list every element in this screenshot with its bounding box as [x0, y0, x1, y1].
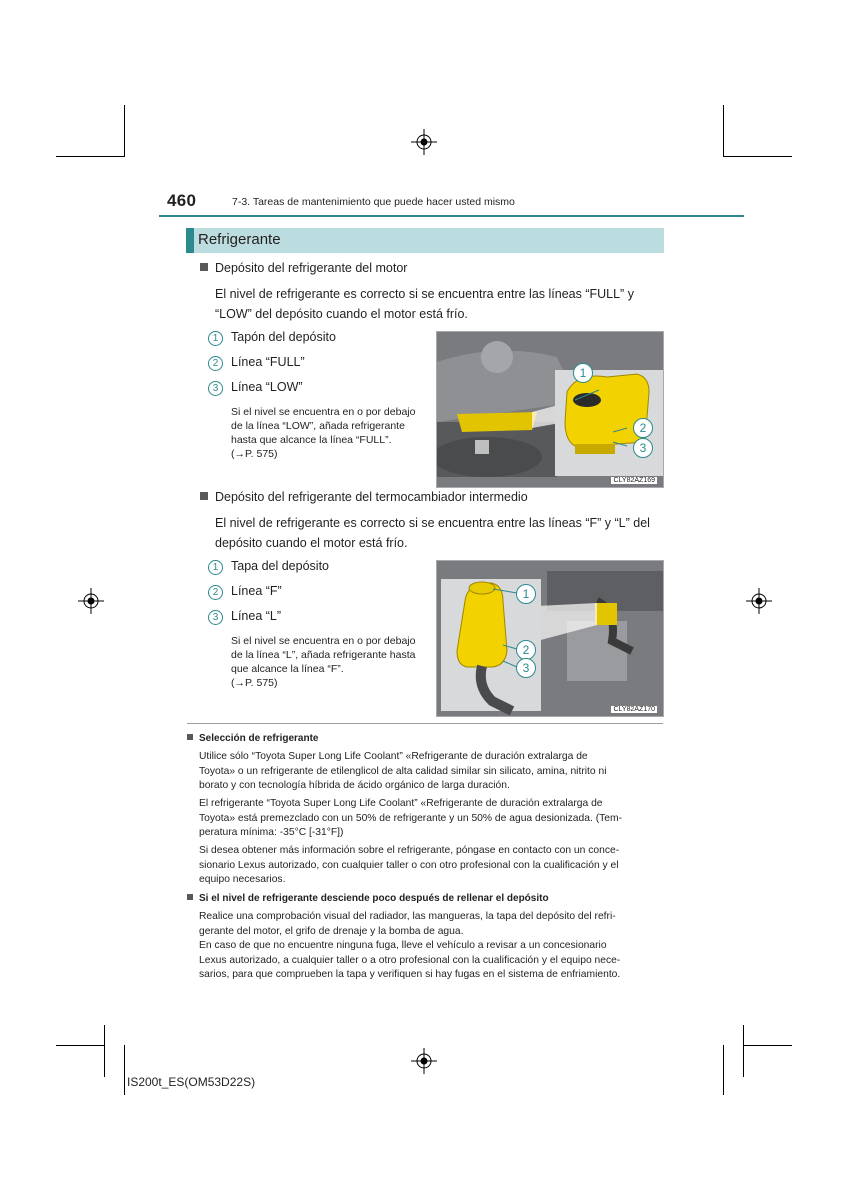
- engine-bay-illustration: [437, 332, 663, 487]
- crop-mark: [723, 1045, 724, 1095]
- callout-number: 2: [208, 356, 223, 371]
- crop-mark: [743, 1045, 792, 1046]
- callout-3: 3: [516, 658, 536, 678]
- registration-mark-icon: [78, 588, 104, 614]
- crop-mark: [723, 105, 724, 157]
- note2-paragraph: Realice una comprobación visual del radiador, las mangueras, la tapa del depósito del refri- gerante del motor, el grifo de drenaje y la bomba de agua. En caso de que no encuentre ninguna fuga, lleve el vehículo a revisar a un concesionario Lexus autorizado, a cualquier taller o a otro profesional con la cualificación y el equipo nece- sarios, para que comprueben la tapa y verifiquen si hay fugas en el sistema de enfriamiento.: [199, 911, 621, 980]
- engine-bay-illustration: [437, 561, 663, 716]
- block2-heading: Depósito del refrigerante del termocambiador intermedio: [200, 490, 528, 504]
- header-divider: [159, 215, 744, 217]
- page-number: 460: [167, 191, 197, 210]
- callout-2: 2: [516, 640, 536, 660]
- list-item: 3 Línea “L”: [208, 609, 281, 625]
- registration-mark-icon: [411, 1048, 437, 1074]
- note2-heading: Si el nivel de refrigerante desciende poco después de rellenar el depósito: [187, 893, 549, 904]
- block1-heading: Depósito del refrigerante del motor: [200, 261, 407, 275]
- intercooler-coolant-reservoir-image: [436, 560, 664, 717]
- registration-mark-icon: [746, 588, 772, 614]
- image-code: CLY82AZ169: [613, 477, 655, 484]
- chapter-title: 7-3. Tareas de mantenimiento que puede hacer usted mismo: [232, 196, 515, 208]
- block2-intro: El nivel de refrigerante es correcto si se encuentra entre las líneas “F” y “L” del depósito cuando el motor está frío.: [215, 516, 650, 550]
- registration-mark-icon: [411, 129, 437, 155]
- note1-heading: Selección de refrigerante: [187, 733, 319, 744]
- notes-divider: [187, 723, 663, 724]
- callout-number: 3: [208, 610, 223, 625]
- callout-1: 1: [516, 584, 536, 604]
- block2-note: Si el nivel se encuentra en o por debajo de la línea “L”, añada refrigerante hasta que alcance la línea “F”. (→P. 575): [231, 635, 416, 689]
- bullet-square-icon: [187, 894, 193, 900]
- callout-3: 3: [633, 438, 653, 458]
- list-item: 1 Tapa del depósito: [208, 559, 329, 575]
- bullet-square-icon: [200, 492, 208, 500]
- list-item: 2 Línea “FULL”: [208, 355, 305, 371]
- list-item: 2 Línea “F”: [208, 584, 282, 600]
- block1-note: Si el nivel se encuentra en o por debajo de la línea “LOW”, añada refrigerante hasta que alcance la línea “FULL”. (→P. 575): [231, 406, 416, 460]
- block1-intro: El nivel de refrigerante es correcto si se encuentra entre las líneas “FULL” y “LOW” del depósito cuando el motor está frío.: [215, 287, 634, 321]
- crop-mark: [56, 1045, 104, 1046]
- crop-mark: [124, 105, 125, 157]
- callout-2: 2: [633, 418, 653, 438]
- bullet-square-icon: [200, 263, 208, 271]
- crop-mark: [743, 1025, 744, 1077]
- crop-mark: [104, 1025, 105, 1077]
- note1-paragraph: Si desea obtener más información sobre el refrigerante, póngase en contacto con un conce- sionario Lexus autorizado, con cualquier taller o con otro profesional con la cualificación y el equipo necesarios.: [199, 845, 620, 885]
- callout-number: 3: [208, 381, 223, 396]
- callout-number: 1: [208, 331, 223, 346]
- crop-mark: [124, 1045, 125, 1095]
- callout-1: 1: [573, 363, 593, 383]
- crop-mark: [56, 156, 125, 157]
- callout-number: 2: [208, 585, 223, 600]
- image-code: CLY82AZ170: [613, 706, 655, 713]
- bullet-square-icon: [187, 734, 193, 740]
- document-code: IS200t_ES(OM53D22S): [127, 1075, 256, 1089]
- list-item: 3 Línea “LOW”: [208, 380, 303, 396]
- section-title: Refrigerante: [198, 231, 281, 248]
- callout-number: 1: [208, 560, 223, 575]
- engine-coolant-reservoir-image: [436, 331, 664, 488]
- note1-paragraph: El refrigerante “Toyota Super Long Life Coolant” «Refrigerante de duración extralarga de Toyota» está premezclado con un 50% de refrigerante y un 50% de agua desionizada. (Tem- peratura mínima: -35°C [-31°F]): [199, 798, 623, 838]
- section-header: [186, 228, 664, 253]
- note1-paragraph: Utilice sólo “Toyota Super Long Life Coolant” «Refrigerante de duración extralarga de Toyota» o un refrigerante de etilenglicol de alta calidad similar sin silicato, amina, nitrito ni borato y con tecnología híbrida de ácido orgánico de larga duración.: [199, 751, 607, 791]
- crop-mark: [723, 156, 792, 157]
- list-item: 1 Tapón del depósito: [208, 330, 336, 346]
